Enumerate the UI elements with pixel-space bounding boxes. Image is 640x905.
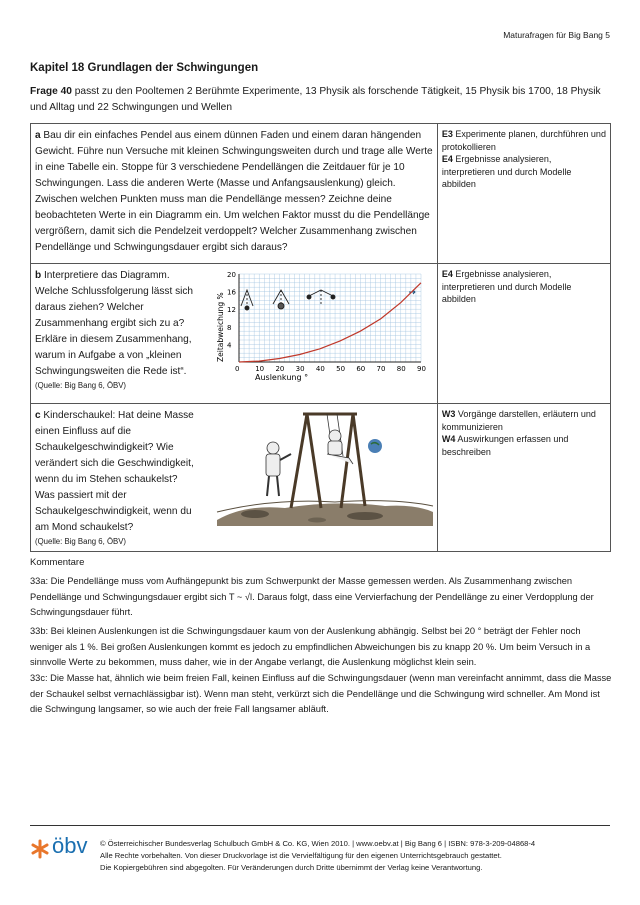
- competency-code: W3: [441, 409, 456, 419]
- competency-a-cell: [437, 124, 610, 264]
- competency-code: E3: [441, 129, 453, 139]
- chart-y-tick: 20: [227, 271, 236, 279]
- chart-y-tick: 4: [227, 341, 232, 350]
- task-a-text: Bau dir ein einfaches Pendel aus einem dünnen Faden und einem daran hängenden Gewicht. Führe nun Versuche mit kleinen Schwingungsweiten durch und trage alle Werte in eine Tabelle ein. Stoppe für 3 verschiedene Pendellängen die Zeitdauer für je 10 Schwingungen. Lass die anderen Werte (Masse und Anfangsauslenkung) gleich. Zwischen welchen Punkten muss man die Pendellänge messen? Zeichne deine beobachteten Werte in ein Diagramm ein. Um welchen Faktor musst du die Pendellänge vergrößern, damit sich die Pendelzeit verdoppelt? Welcher Zusammenhang zwischen Pendellänge und Schwingungsdauer ergibt sich daraus?: [35, 130, 433, 253]
- task-b-text: Interpretiere das Diagramm. Welche Schlussfolgerung lässt sich daraus ziehen? Welcher Zusammenhang ergibt sich zu a? Erkläre in diesem Zusammenhang, warum in Aufgabe a von „kleinen Schwingungsweiten die Rede ist“.: [35, 270, 194, 377]
- competency-code: E4: [441, 269, 453, 279]
- moon-swing-illustration: [215, 408, 435, 526]
- chart-x-tick: 80: [396, 365, 406, 373]
- task-a-label: a: [35, 130, 41, 141]
- chart-x-tick: 40: [315, 365, 325, 373]
- running-header: Maturafragen für Big Bang 5: [503, 30, 610, 40]
- frage-text: passt zu den Pooltemen 2 Berühmte Experimente, 13 Physik als forschende Tätigkeit, 15 Physik bis 1700, 18 Physik und Alltag und 22 Schwingungen und Wellen: [30, 86, 601, 113]
- chart-x-tick: 60: [356, 365, 366, 373]
- star-icon: [30, 839, 50, 859]
- competency-text: Ergebnisse analysieren, interpretieren und durch Modelle abbilden: [441, 154, 572, 189]
- footer-line-3: Die Kopiergebühren sind abgegolten. Für Veränderungen durch Dritte übernimmt der Verlag keine Verantwortung.: [100, 863, 483, 872]
- comment-c: 33c: Die Masse hat, ähnlich wie beim freien Fall, keinen Einfluss auf die Schwingungsdauer (wenn man vereinfacht annimmt, dass die Masse der Schaukel selbst vernachlässigbar ist). Wenn man steht, verkürzt sich die Pendellänge und die Schwingung wird schneller. Am Mond ist die Schwingung langsamer, so wie auch der freie Fall langsamer abläuft.: [30, 673, 612, 714]
- task-c-text: Kinderschaukel: Hat deine Masse einen Einfluss auf die Schaukelgeschwindigkeit? Wie verändert sich die Geschwindigkeit, wenn du im Stehen schaukelst? Was passiert mit der Schaukelgeschwindigkeit, wenn du am Mond schaukelst?: [35, 410, 194, 533]
- competency-b-cell: [437, 264, 610, 404]
- competency-text: Auswirkungen erfassen und beschreiben: [441, 434, 569, 457]
- source-note: (Quelle: Big Bang 6, ÖBV): [35, 381, 127, 390]
- competency-item: [442, 153, 606, 191]
- chart-y-tick: 12: [227, 306, 236, 315]
- frage-label: Frage 40: [30, 86, 72, 97]
- comment-a: 33a: Die Pendellänge muss vom Aufhängepunkt bis zum Schwerpunkt der Masse gemessen werden. Als Zusammenhang zwischen Pendellänge und Schwingungsdauer ergibt sich T ~ √l. Daraus folgt, dass eine Vervierfachung der Pendellänge zu einer Verdopplung der Schwingungsdauer führt.: [30, 576, 594, 617]
- comments-heading: Kommentare: [30, 557, 85, 568]
- chart-y-tick: 8: [227, 323, 232, 332]
- chart-xlabel: Auslenkung °: [255, 373, 309, 382]
- chart-x-tick: 50: [336, 365, 346, 373]
- chart-x-tick: 30: [295, 365, 305, 373]
- task-row-a: [31, 124, 611, 264]
- competency-code: E4: [441, 154, 453, 164]
- competency-code: W4: [441, 434, 456, 444]
- chart-x-tick: 0: [235, 365, 240, 373]
- task-b-cell: [31, 264, 438, 404]
- chart-ylabel: Zeitabweichung %: [216, 292, 225, 362]
- astronaut-standing: [266, 442, 291, 496]
- chapter-title: Kapitel 18 Grundlagen der Schwingungen: [30, 62, 259, 74]
- frage-intro: [30, 84, 615, 116]
- footer-divider: [30, 825, 610, 826]
- task-b-label: b: [35, 270, 42, 281]
- chart-grid: [239, 274, 421, 362]
- deviation-chart: [209, 270, 437, 382]
- pendulum-sketches: [241, 290, 415, 310]
- comment-b: 33b: Bei kleinen Auslenkungen ist die Schwingungsdauer kaum von der Auslenkung abhängig. Selbst bei 20 ° beträgt der Fehler noch weniger als 1 %. Bei großen Auslenkungen kommt es jedoch zu empfindlichen Abweichungen bis zu knapp 20 %. Um beim Versuch in a sinnvolle Werte zu bekommen, muss daher, wie in der Angabe verlangt, die Auslenkung möglichst klein sein.: [30, 626, 591, 667]
- footer-line-1: © Österreichischer Bundesverlag Schulbuch GmbH & Co. KG, Wien 2010. | www.oebv.at | Big Bang 6 | ISBN: 978-3-209-04868-4: [100, 839, 536, 848]
- source-note: (Quelle: Big Bang 6, ÖBV): [35, 537, 127, 546]
- competency-item: [442, 408, 606, 433]
- task-table: [30, 123, 611, 552]
- footer-text: [100, 838, 535, 874]
- task-c-cell: [31, 404, 438, 552]
- chart-x-tick: 20: [275, 365, 285, 373]
- footer-line-2: Alle Rechte vorbehalten. Von dieser Druckvorlage ist die Vervielfältigung für den eigenen Unterrichtsgebrauch gestattet.: [100, 851, 502, 860]
- publisher-logo: [30, 833, 92, 861]
- task-c-label: c: [35, 410, 41, 421]
- competency-c-cell: [437, 404, 610, 552]
- competency-item: [442, 433, 606, 458]
- competency-item: [442, 268, 606, 306]
- competency-item: [442, 128, 606, 153]
- chart-x-tick: 10: [255, 365, 265, 373]
- task-a-cell: [31, 124, 438, 264]
- competency-text: Ergebnisse analysieren, interpretieren und durch Modelle abbilden: [441, 269, 572, 304]
- task-c-text-block: [35, 408, 200, 536]
- competency-text: Experimente planen, durchführen und protokollieren: [441, 129, 606, 152]
- chart-x-tick: 70: [376, 365, 386, 373]
- task-row-c: [31, 404, 611, 552]
- competency-text: Vorgänge darstellen, erläutern und kommunizieren: [441, 409, 596, 432]
- task-b-text-block: [35, 268, 200, 380]
- logo-text: öbv: [52, 833, 88, 858]
- task-row-b: [31, 264, 611, 404]
- chart-y-tick: 16: [227, 288, 236, 297]
- chart-x-tick: 90: [417, 365, 426, 373]
